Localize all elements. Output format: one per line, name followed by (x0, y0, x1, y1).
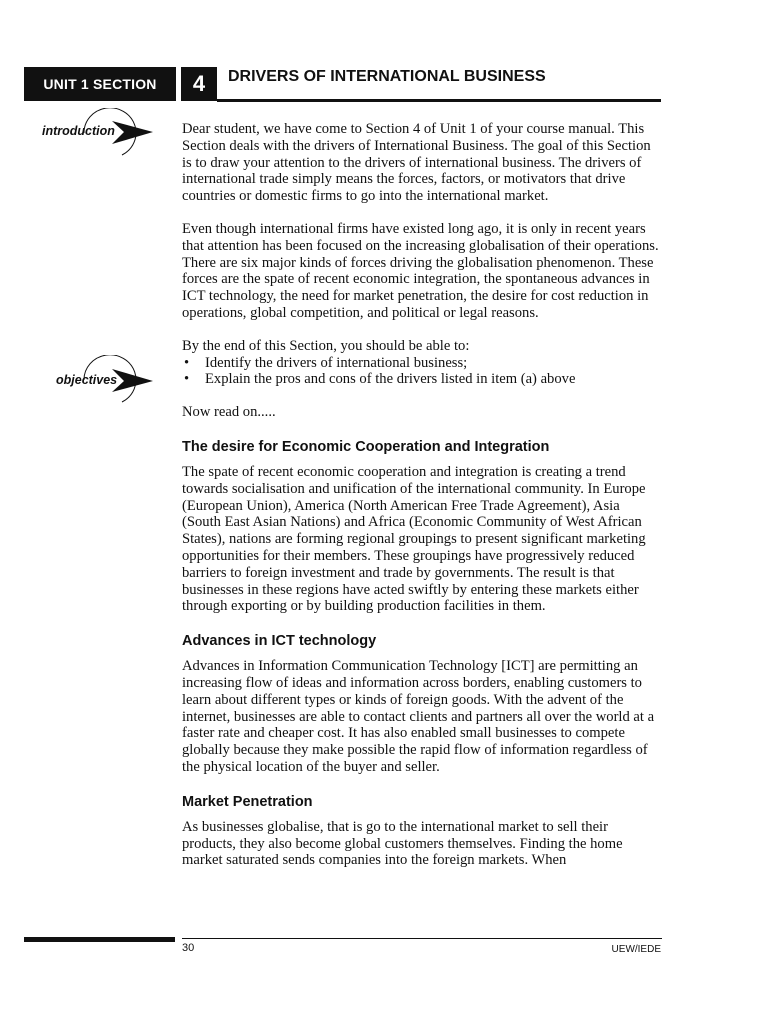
page-number: 30 (182, 942, 195, 954)
section-heading: Advances in ICT technology (182, 633, 377, 650)
introduction-label: introduction (42, 124, 115, 138)
footer-rule (182, 938, 662, 939)
objective-item (182, 355, 662, 372)
objective-item (182, 371, 662, 388)
main-content (182, 121, 662, 885)
objectives-icon (40, 355, 158, 407)
section-heading: Market Penetration (182, 793, 313, 810)
section-heading: The desire for Economic Cooperation and Integration (182, 438, 550, 455)
introduction-icon (40, 108, 158, 160)
unit-label: UNIT 1 SECTION (24, 67, 176, 101)
footer-thick-rule (24, 937, 175, 942)
footer-code: UEW/IEDE (611, 944, 661, 955)
bullet-icon: • (184, 371, 190, 388)
objective-text: Explain the pros and cons of the drivers listed in item (a) above (205, 371, 576, 388)
read-on: Now read on..... (182, 404, 276, 421)
objectives-label: objectives (56, 373, 118, 387)
intro-paragraph: Dear student, we have come to Section 4 of Unit 1 of your course manual. This Section deals with the drivers of International Business. The goal of this Section is to draw your attention to the drivers of international business. The drivers of international trade simply means the forces, factors, or motivators that drive countries or domestic firms to go into the international market. (182, 121, 651, 205)
intro-paragraph: Even though international firms have existed long ago, it is only in recent years that attention has been focused on the increasing globalisation of their operations. There are six major kinds of forces driving the globalisation phenomenon. These forces are the spate of recent economic integration, the spontaneous advances in ICT technology, the need for market penetration, the desire for cost reduction in operations, global competition, and political or legal reasons. (182, 220, 659, 321)
objective-text: Identify the drivers of international business; (205, 354, 468, 371)
objectives-list (182, 355, 662, 389)
section-title: DRIVERS OF INTERNATIONAL BUSINESS (228, 68, 546, 85)
section-number: 4 (181, 67, 217, 101)
section-body: As businesses globalise, that is go to the international market to sell their products, they also become global customers themselves. Finding the home market saturated sends companies into the foreign markets. When (182, 818, 623, 869)
title-rule (217, 99, 661, 102)
objectives-lead: By the end of this Section, you should be able to: (182, 337, 470, 354)
section-body: The spate of recent economic cooperation and integration is creating a trend towards socialisation and unification of the international community. In Europe (European Union), America (North American Free Trade Agreement), Asia (South East Asian Nations) and Africa (Economic Community of West African States), nations are forming regional groupings to present significant marketing opportunities for their members. These groupings have progressively reduced barriers to foreign investment and trade by governments. The result is that businesses in these regions have acted swiftly by entering these markets either through exporting or by building production facilities in them. (182, 463, 646, 615)
bullet-icon: • (184, 354, 190, 371)
section-body: Advances in Information Communication Technology [ICT] are permitting an increasing flow of ideas and information across borders, enabling customers to learn about different types or kinds of foreign goods. With the advent of the internet, businesses are able to contact clients and partners all over the world at a faster rate and cheaper cost. It has also enabled small businesses to compete globally because they make possible the rapid flow of information regardless of the physical location of the buyer and seller. (182, 658, 655, 775)
